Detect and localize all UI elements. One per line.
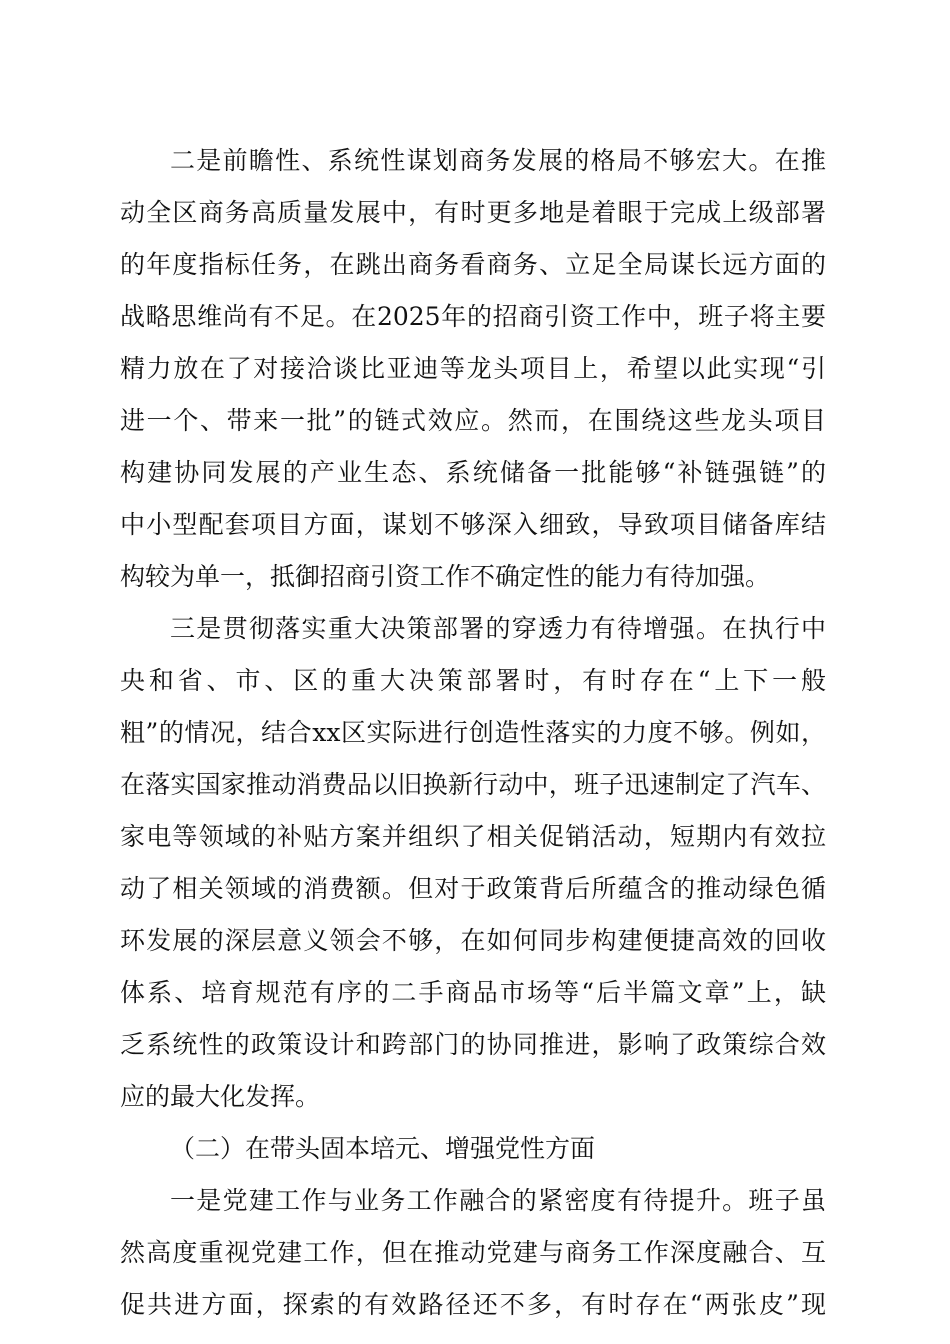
section-heading: （二）在带头固本培元、增强党性方面	[170, 1134, 596, 1163]
paragraph-1-line-2: 动全区商务高质量发展中，有时更多地是着眼于完成上级部署	[120, 198, 826, 227]
paragraph-1-line-5: 精力放在了对接洽谈比亚迪等龙头项目上，希望以此实现“引	[120, 354, 826, 383]
paragraph-2-line-1: 三是贯彻落实重大决策部署的穿透力有待增强。在执行中	[170, 614, 826, 643]
paragraph-3-line-2: 然高度重视党建工作，但在推动党建与商务工作深度融合、互	[120, 1238, 826, 1267]
paragraph-2-line-5: 家电等领域的补贴方案并组织了相关促销活动，短期内有效拉	[120, 822, 826, 851]
paragraph-2-line-4: 在落实国家推动消费品以旧换新行动中，班子迅速制定了汽车、	[120, 770, 826, 799]
paragraph-2-line-8: 体系、培育规范有序的二手商品市场等“后半篇文章”上，缺	[120, 978, 826, 1007]
paragraph-2-line-6: 动了相关领域的消费额。但对于政策背后所蕴含的推动绿色循	[120, 874, 826, 903]
paragraph-3-line-1: 一是党建工作与业务工作融合的紧密度有待提升。班子虽	[170, 1186, 826, 1215]
paragraph-2-line-3: 粗”的情况，结合xx区实际进行创造性落实的力度不够。例如，	[120, 718, 826, 747]
paragraph-1-line-6: 进一个、带来一批”的链式效应。然而，在围绕这些龙头项目	[120, 406, 826, 435]
paragraph-1-line-8: 中小型配套项目方面，谋划不够深入细致，导致项目储备库结	[120, 510, 826, 539]
paragraph-1-line-3: 的年度指标任务，在跳出商务看商务、立足全局谋长远方面的	[120, 250, 826, 279]
paragraph-2-line-2: 央和省、市、区的重大决策部署时，有时存在“上下一般	[120, 666, 826, 695]
paragraph-2-line-7: 环发展的深层意义领会不够，在如何同步构建便捷高效的回收	[120, 926, 826, 955]
paragraph-3-line-3: 促共进方面，探索的有效路径还不多，有时存在“两张皮”现	[120, 1290, 826, 1319]
paragraph-2-line-9: 乏系统性的政策设计和跨部门的协同推进，影响了政策综合效	[120, 1030, 826, 1059]
paragraph-2-line-10: 应的最大化发挥。	[120, 1082, 321, 1111]
paragraph-1-line-1: 二是前瞻性、系统性谋划商务发展的格局不够宏大。在推	[170, 146, 826, 175]
paragraph-1-line-7: 构建协同发展的产业生态、系统储备一批能够“补链强链”的	[120, 458, 826, 487]
paragraph-1-line-9: 构较为单一，抵御招商引资工作不确定性的能力有待加强。	[120, 562, 771, 591]
paragraph-1-line-4: 战略思维尚有不足。在2025年的招商引资工作中，班子将主要	[120, 302, 826, 331]
